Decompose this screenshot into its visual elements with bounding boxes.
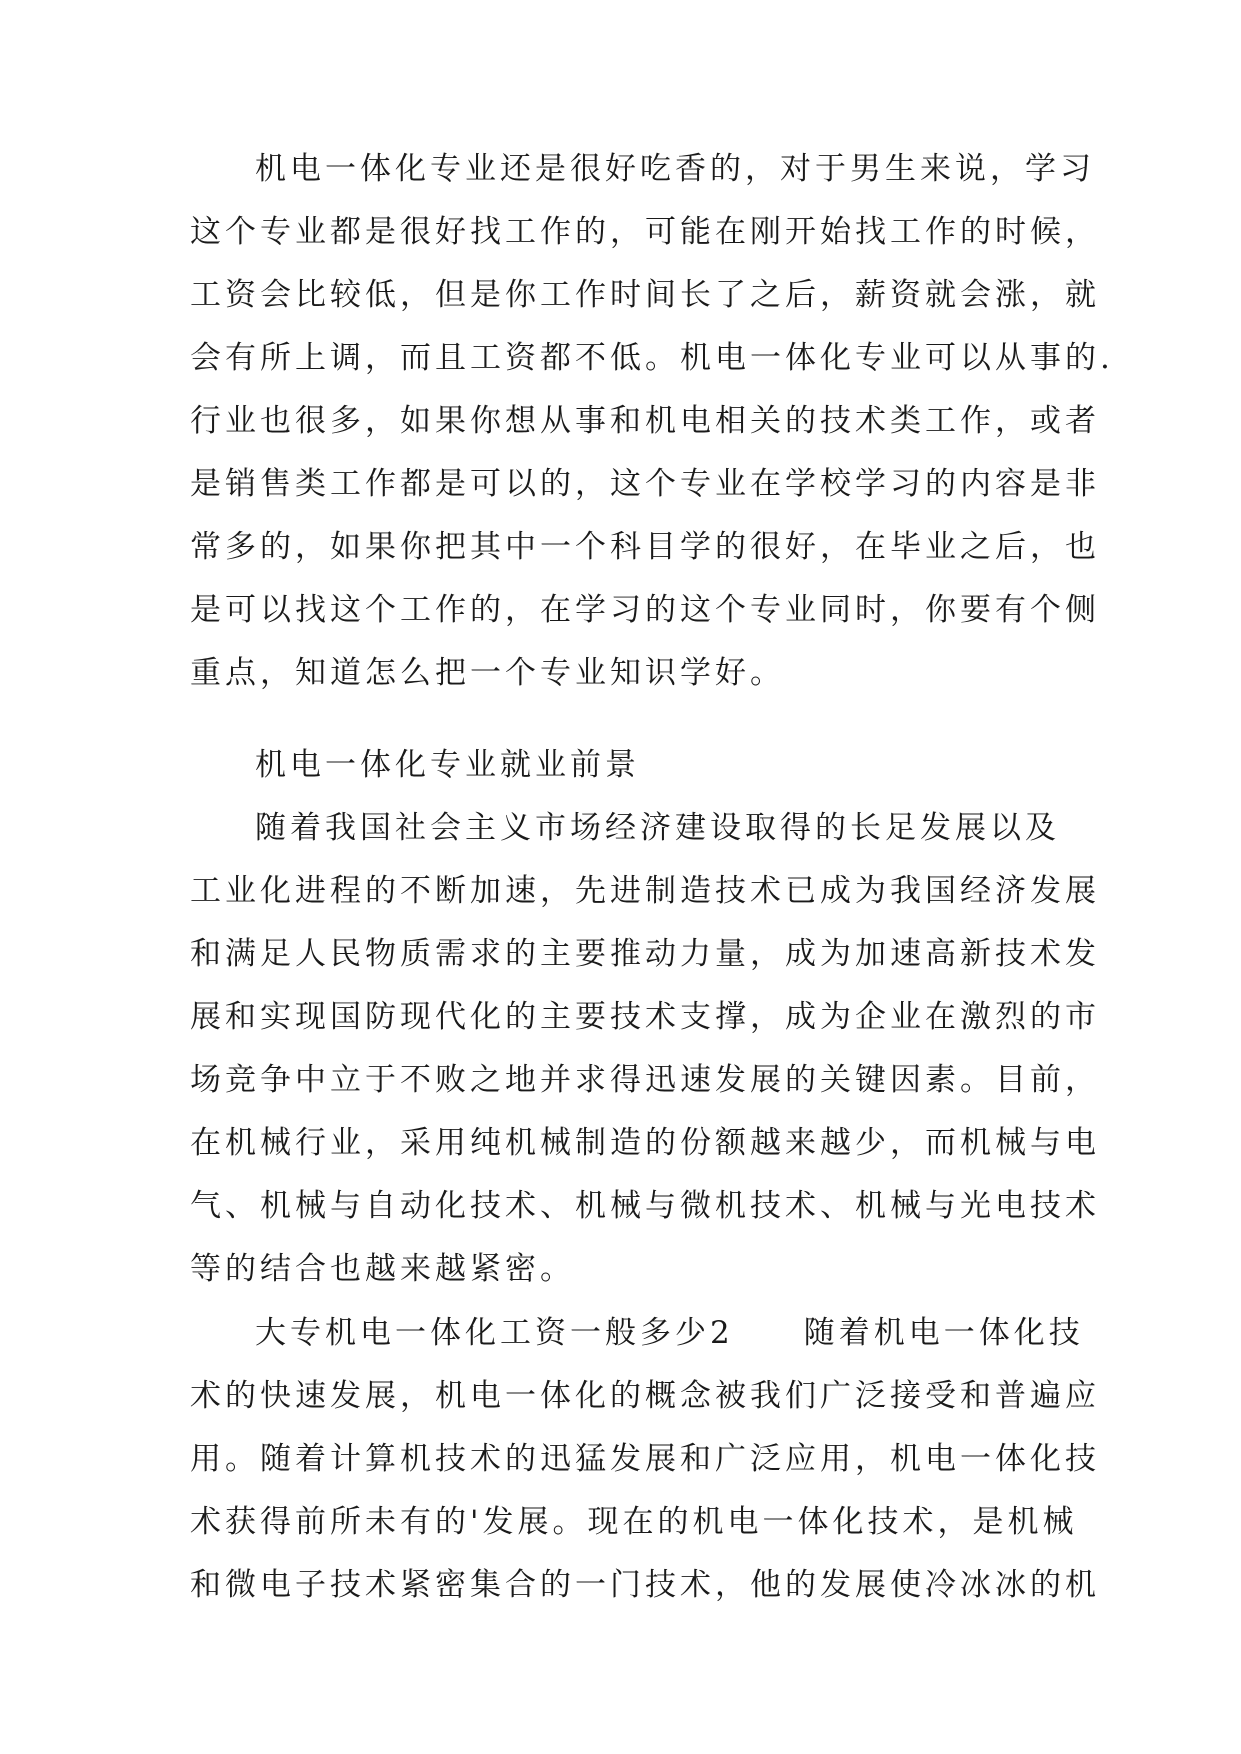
section-heading — [190, 734, 1070, 797]
text-line: 术获得前所未有的'发展。现在的机电一体化技术，是机械 — [190, 1504, 1078, 1540]
paragraph-1 — [190, 138, 1114, 705]
text-line: 在机械行业，采用纯机械制造的份额越来越少，而机械与电 — [190, 1125, 1100, 1161]
text-line: 大专机电一体化工资一般多少2 随着机电一体化技 — [255, 1315, 1084, 1351]
text-line: 工业化进程的不断加速，先进制造技术已成为我国经济发展 — [190, 873, 1100, 909]
text-line: 常多的，如果你把其中一个科目学的很好，在毕业之后，也 — [190, 529, 1100, 565]
paragraph-3 — [190, 1302, 1100, 1617]
text-line: 机电一体化专业还是很好吃香的，对于男生来说，学习 — [255, 151, 1095, 187]
text-line: 重点，知道怎么把一个专业知识学好。 — [190, 655, 785, 691]
text-line: 会有所上调，而且工资都不低。机电一体化专业可以从事的. — [190, 340, 1114, 376]
text-line: 等的结合也越来越紧密。 — [190, 1251, 575, 1287]
text-line: 气、机械与自动化技术、机械与微机技术、机械与光电技术 — [190, 1188, 1100, 1224]
paragraph-2 — [190, 797, 1100, 1301]
text-line: 是可以找这个工作的，在学习的这个专业同时，你要有个侧 — [190, 592, 1100, 628]
text-line: 是销售类工作都是可以的，这个专业在学校学习的内容是非 — [190, 466, 1100, 502]
text-line: 和满足人民物质需求的主要推动力量，成为加速高新技术发 — [190, 936, 1100, 972]
text-line: 术的快速发展，机电一体化的概念被我们广泛接受和普遍应 — [190, 1378, 1100, 1414]
heading-text: 机电一体化专业就业前景 — [255, 747, 640, 783]
text-line: 这个专业都是很好找工作的，可能在刚开始找工作的时候， — [190, 214, 1100, 250]
text-line: 场竞争中立于不败之地并求得迅速发展的关键因素。目前， — [190, 1062, 1100, 1098]
text-line: 随着我国社会主义市场经济建设取得的长足发展以及 — [255, 810, 1060, 846]
text-line: 展和实现国防现代化的主要技术支撑，成为企业在激烈的市 — [190, 999, 1100, 1035]
text-line: 和微电子技术紧密集合的一门技术，他的发展使冷冰冰的机 — [190, 1567, 1100, 1603]
text-line: 行业也很多，如果你想从事和机电相关的技术类工作，或者 — [190, 403, 1100, 439]
text-line: 工资会比较低，但是你工作时间长了之后，薪资就会涨，就 — [190, 277, 1100, 313]
text-line: 用。随着计算机技术的迅猛发展和广泛应用，机电一体化技 — [190, 1441, 1100, 1477]
